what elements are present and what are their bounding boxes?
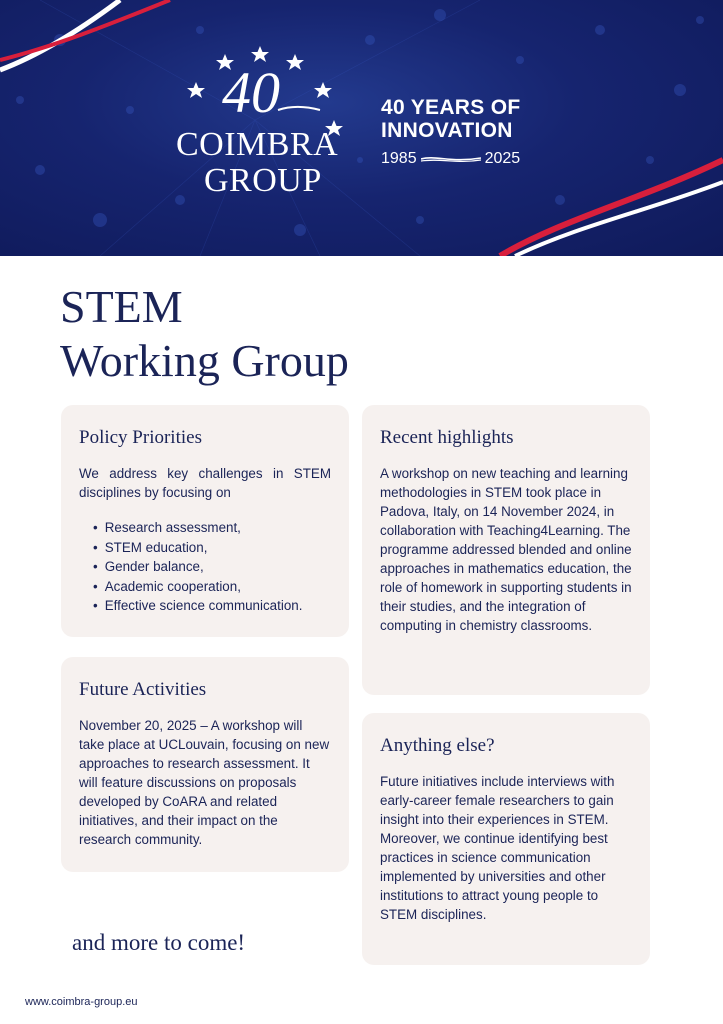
recent-body: A workshop on new teaching and learning methodologies in STEM took place in Padova, Italy, on 14 November 2024, in collaboration with Teaching4Learning. The programme addressed blended and online approaches in mathematics education, the role of homework in supporting students in their studies, and the integration of computing in chemistry classrooms. (380, 466, 632, 633)
logo-line2: GROUP (204, 162, 322, 199)
policy-list (79, 518, 331, 616)
anniversary-line1: 40 YEARS OF (381, 96, 521, 119)
else-body: Future initiatives include interviews with early-career female researchers to gain insight into their experiences in STEM. Moreover, we continue identifying best practices in science communication implemented by universities and other institutions to attract young people to STEM disciplines. (380, 774, 615, 922)
banner-decoration (0, 0, 723, 256)
policy-intro: We address key challenges in STEM disciplines by focusing on (79, 466, 331, 500)
title-line2: Working Group (60, 335, 349, 386)
else-heading: Anything else? (380, 735, 495, 756)
recent-highlights-card (362, 405, 650, 695)
policy-priorities-card (61, 405, 349, 637)
website-link[interactable]: www.coimbra-group.eu (25, 996, 138, 1008)
page-title (60, 280, 349, 388)
policy-heading: Policy Priorities (79, 427, 202, 448)
closing-text: and more to come! (72, 930, 246, 955)
list-item: • Academic cooperation, (93, 577, 331, 597)
list-item: • Research assessment, (93, 518, 331, 538)
wave-separator-icon (421, 154, 481, 164)
anniversary-years (381, 150, 520, 168)
list-item: • STEM education, (93, 538, 331, 558)
anniversary-line2: INNOVATION (381, 119, 513, 142)
logo-number: 40 (222, 60, 280, 125)
coimbra-group-logo (170, 40, 360, 210)
title-line1: STEM (60, 281, 183, 332)
future-heading: Future Activities (79, 679, 207, 700)
future-activities-card (61, 657, 349, 872)
year-start: 1985 (381, 150, 417, 167)
list-item: • Gender balance, (93, 557, 331, 577)
year-end: 2025 (484, 150, 521, 167)
header-banner (0, 0, 723, 256)
logo-line1: COIMBRA (176, 126, 339, 163)
anything-else-card (362, 713, 650, 965)
recent-heading: Recent highlights (380, 427, 514, 448)
list-item: • Effective science communication. (93, 596, 331, 616)
anniversary-block (381, 96, 520, 168)
future-body: November 20, 2025 – A workshop will take place at UCLouvain, focusing on new approaches to research assessment. It will feature discussions on proposals developed by CoARA and related initiatives, and their impact on the research community. (79, 718, 330, 847)
